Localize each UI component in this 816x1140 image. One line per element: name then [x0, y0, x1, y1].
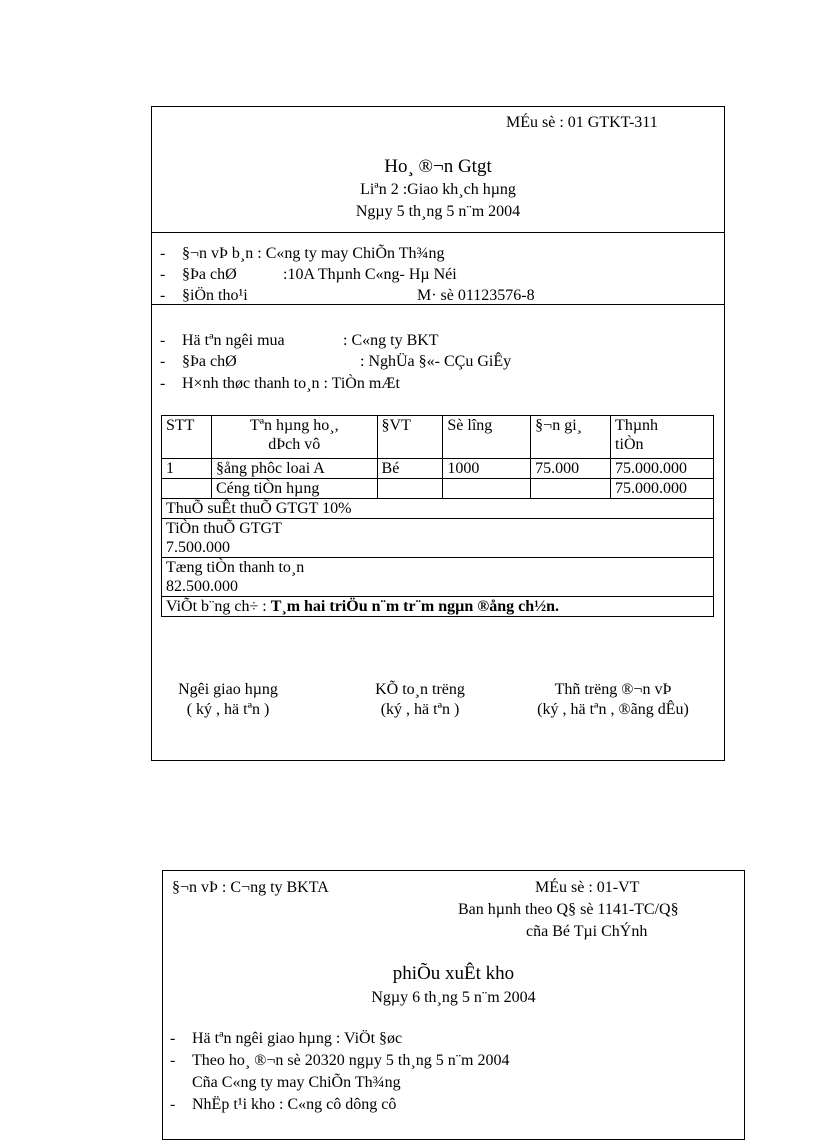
cell-unit-price: 75.000	[531, 459, 611, 479]
vat-amount-row	[162, 519, 714, 558]
signature-role: Ngêi giao hµng	[178, 681, 278, 698]
signature-role: Thñ trëng ®¬n vÞ	[554, 681, 672, 698]
cell-stt: 1	[162, 459, 212, 479]
invoice-copy: Liªn 2 :Giao kh¸ch hµng	[360, 181, 516, 198]
total-label: Tæng tiÒn thanh to¸n	[166, 559, 305, 576]
table-row	[162, 459, 714, 479]
delivery-receiver: - Hä tªn ngêi giao hµng : ViÖt §øc	[170, 1030, 403, 1047]
subtotal-label: Céng tiÒn hµng	[211, 479, 377, 499]
invoice-date: Ngµy 5 th¸ng 5 n¨m 2004	[355, 203, 521, 220]
delivery-ministry: cña Bé Tµi ChÝnh	[526, 923, 648, 940]
header-unit: §VT	[377, 416, 443, 459]
buyer-name: - Hä tªn ngêi mua	[160, 332, 285, 349]
delivery-company: Cña C«ng ty may ChiÕn Th¾ng	[192, 1074, 401, 1091]
divider	[151, 304, 725, 305]
subtotal-value: 75.000.000	[611, 479, 714, 499]
signature-note: (ký , hä tªn )	[380, 701, 460, 718]
header-goods: Tªn hµng ho¸, dÞch vô	[211, 416, 377, 459]
seller-name: - §¬n vÞ b¸n : C«ng ty may ChiÕn Th¾ng	[160, 245, 445, 262]
words-value: T¸m hai triÖu n¨m tr¨m ngµn ®ång ch½n.	[270, 598, 559, 615]
delivery-invoice-ref: - Theo ho¸ ®¬n sè 20320 ngµy 5 th¸ng 5 n¨m 2004	[170, 1052, 510, 1069]
words-label: ViÕt b¨ng ch÷ :	[166, 598, 267, 615]
subtotal-row	[162, 479, 714, 499]
seller-tax-code: M· sè 01123576-8	[417, 287, 535, 304]
buyer-name-value: : C«ng ty BKT	[343, 332, 439, 349]
signature-director	[518, 681, 708, 719]
header-stt: STT	[162, 416, 212, 459]
signature-note: (ký , hä tªn , ®ãng dÊu)	[537, 701, 689, 718]
vat-label: TiÒn thuÕ GTGT	[166, 520, 282, 537]
delivery-decree: Ban hµnh theo Q§ sè 1141-TC/Q§	[458, 901, 679, 918]
invoice-title: Ho¸ ®¬n Gtgt	[384, 156, 492, 177]
amount-in-words-row	[162, 597, 714, 617]
vat-rate-row	[162, 499, 714, 519]
delivery-title: phiÕu xuÊt kho	[392, 963, 515, 984]
header-quantity: Sè lîng	[443, 416, 531, 459]
signature-deliverer	[158, 681, 298, 719]
delivery-warehouse: - NhËp t¹i kho : C«ng cô dông cô	[170, 1096, 397, 1113]
payment-method: - H×nh thøc thanh to¸n : TiÒn mÆt	[160, 375, 400, 392]
signature-accountant	[350, 681, 490, 719]
buyer-address: - §Þa chØ	[160, 353, 237, 370]
header-unit-price: §¬n gi¸	[531, 416, 611, 459]
total-value: 82.500.000	[166, 578, 238, 595]
table-header-row	[162, 416, 714, 459]
seller-address: - §Þa chØ	[160, 266, 237, 283]
header-amount: Thµnh tiÒn	[611, 416, 714, 459]
delivery-form-number: MÉu sè : 01-VT	[535, 879, 640, 896]
signature-note: ( ký , hä tªn )	[186, 701, 270, 718]
delivery-unit: §¬n vÞ : C¬ng ty BKTA	[172, 879, 329, 896]
invoice-form-number: MÉu sè : 01 GTKT-311	[506, 114, 658, 131]
cell-amount: 75.000.000	[611, 459, 714, 479]
total-row	[162, 558, 714, 597]
signature-role: KÕ to¸n trëng	[375, 681, 465, 698]
cell-quantity: 1000	[443, 459, 531, 479]
delivery-date: Ngµy 6 th¸ng 5 n¨m 2004	[371, 989, 536, 1006]
buyer-address-value: : NghÜa §«- CÇu GiÊy	[360, 353, 512, 370]
vat-rate: ThuÕ suÊt thuÕ GTGT 10%	[162, 499, 714, 519]
seller-address-value: :10A Thµnh C«ng- Hµ Néi	[283, 266, 457, 283]
divider	[151, 232, 725, 233]
cell-unit: Bé	[377, 459, 443, 479]
seller-phone: - §iÖn tho¹i	[160, 287, 248, 304]
cell-goods: §ång phôc loai A	[211, 459, 377, 479]
vat-value: 7.500.000	[166, 539, 230, 556]
invoice-table	[161, 415, 714, 617]
